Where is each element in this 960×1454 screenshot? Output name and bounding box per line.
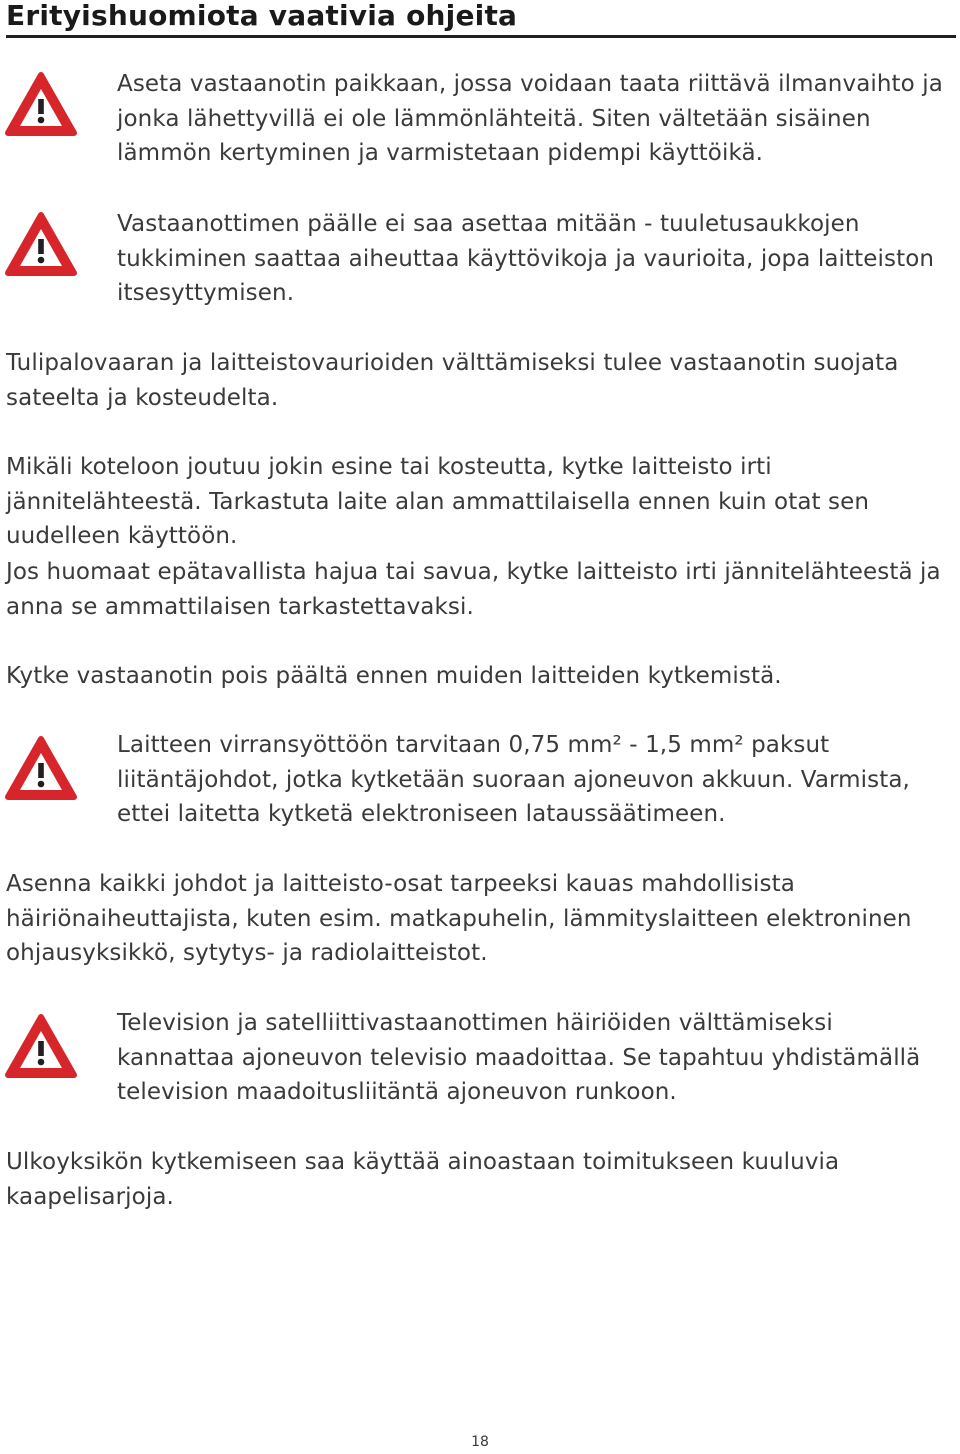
- instruction-grounding: Television ja satelliittivastaanottimen häiriöiden välttämiseksi kannattaa ajoneuvon televisio maadoittaa. Se tapahtuu yhdistämällä television maadoitusliitäntä ajoneuvon runkoon.: [117, 1010, 921, 1105]
- instruction-rain-moisture: Tulipalovaaran ja laitteistovaurioiden välttämiseksi tulee vastaanotin suojata sateelta ja kosteudelta.: [6, 350, 899, 411]
- warning-triangle-icon: [4, 211, 78, 277]
- instruction-no-objects-on-top: Vastaanottimen päälle ei saa asettaa mitään - tuuletusaukkojen tukkiminen saattaa aiheuttaa käyttövikoja ja vaurioita, jopa laitteiston itsesyttymisen.: [117, 211, 935, 306]
- instruction-power-off-first: Kytke vastaanotin pois päältä ennen muiden laitteiden kytkemistä.: [6, 663, 782, 689]
- instruction-outdoor-unit-cables: Ulkoyksikön kytkemiseen saa käyttää ainoastaan toimitukseen kuuluvia kaapelisarjoja.: [6, 1149, 840, 1210]
- instruction-power-cables: Laitteen virransyöttöön tarvitaan 0,75 mm² - 1,5 mm² paksut liitäntäjohdot, jotka kytketään suoraan ajoneuvon akkuun. Varmista, ettei laitetta kytketä elektroniseen lataussäätimeen.: [117, 732, 910, 827]
- page-number: 18: [471, 1434, 489, 1450]
- title-divider: [6, 35, 956, 38]
- instruction-cable-routing: Asenna kaikki johdot ja laitteisto-osat tarpeeksi kauas mahdollisista häiriönaiheuttajista, kuten esim. matkapuhelin, lämmityslaitteen elektroninen ohjausyksikkö, sytytys- ja radiolaitteistot.: [6, 871, 912, 966]
- warning-triangle-icon: [4, 735, 78, 801]
- warning-triangle-icon: [4, 1013, 78, 1079]
- instruction-foreign-object: Mikäli koteloon joutuu jokin esine tai kosteutta, kytke laitteisto irti jännitelähteestä. Tarkastuta laite alan ammattilaisella ennen kuin otat sen uudelleen käyttöön.: [6, 454, 870, 549]
- instruction-ventilation: Aseta vastaanotin paikkaan, jossa voidaan taata riittävä ilmanvaihto ja jonka lähettyvillä ei ole lämmönlähteitä. Siten vältetään sisäinen lämmön kertyminen ja varmistetaan pidempi käyttöikä.: [117, 71, 943, 166]
- warning-triangle-icon: [4, 71, 78, 137]
- instruction-smell-smoke: Jos huomaat epätavallista hajua tai savua, kytke laitteisto irti jännitelähteestä ja anna se ammattilaisen tarkastettavaksi.: [6, 559, 941, 620]
- page-title: Erityishuomiota vaativia ohjeita: [6, 0, 518, 32]
